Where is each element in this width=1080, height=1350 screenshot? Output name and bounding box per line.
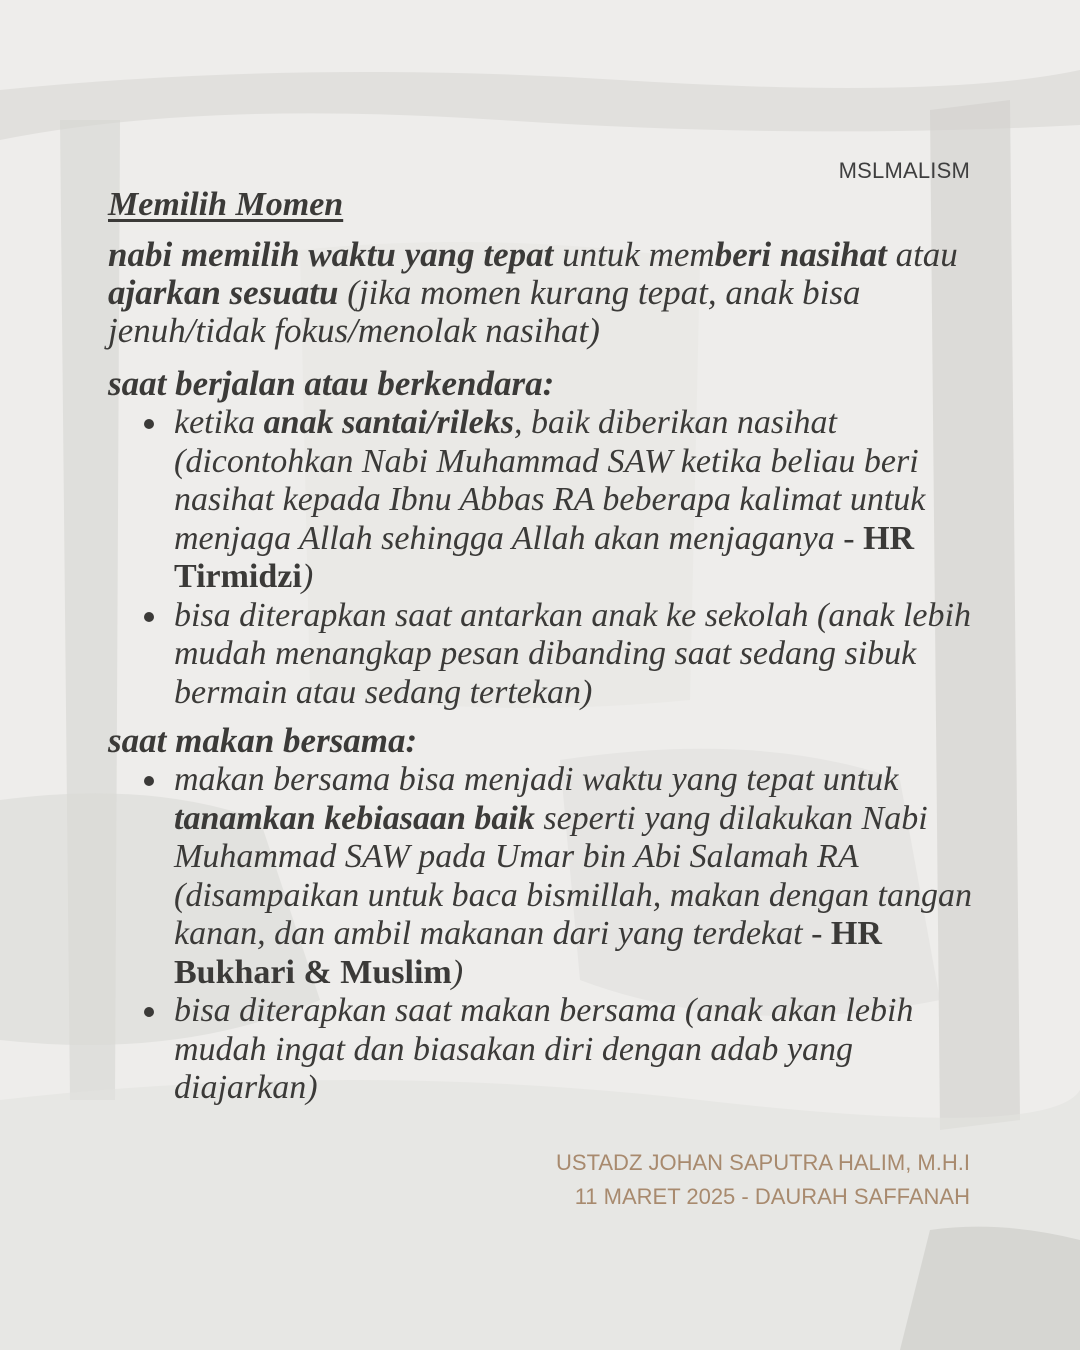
intro-emphasis-2: beri nasihat bbox=[714, 235, 887, 274]
speaker-credit: USTADZ JOHAN SAPUTRA HALIM, M.H.I bbox=[556, 1150, 970, 1175]
intro-emphasis-1: nabi memilih waktu yang tepat bbox=[108, 235, 554, 274]
intro-text-3: (jika momen kurang tepat, anak bisa jenuh/tidak fokus/menolak nasihat) bbox=[108, 273, 861, 350]
bullet-dot-icon bbox=[144, 612, 154, 622]
intro-emphasis-3: ajarkan sesuatu bbox=[108, 273, 339, 312]
bullet-text: bisa diterapkan saat antarkan anak ke sekolah (anak lebih mudah menangkap pesan dibanding saat sedang sibuk bermain atau sedang tertekan) bbox=[174, 596, 971, 711]
bullet-dot-icon bbox=[144, 776, 154, 786]
hadith-source: HR Tirmidzi bbox=[174, 519, 915, 595]
list-item bbox=[140, 761, 980, 992]
bullet-dot-icon bbox=[144, 1007, 154, 1017]
bullet-text: seperti yang dilakukan Nabi Muhammad SAW pada Umar bin Abi Salamah RA (disampaikan untuk baca bismillah, makan dengan tangan kanan, dan ambil makanan dari yang terdekat - bbox=[174, 799, 972, 952]
list-item bbox=[140, 404, 980, 597]
list-item bbox=[140, 597, 980, 713]
bullet-list-meal bbox=[140, 761, 980, 1108]
bullet-list-travel bbox=[140, 404, 980, 712]
bullet-text: ketika bbox=[174, 404, 264, 441]
bullet-text: ) bbox=[301, 558, 314, 595]
page-title: Memilih Momen bbox=[108, 186, 344, 223]
bullet-emphasis: tanamkan kebiasaan baik bbox=[174, 799, 535, 837]
section-heading-meal: saat makan bersama: bbox=[108, 721, 418, 760]
intro-paragraph bbox=[108, 236, 978, 350]
bullet-dot-icon bbox=[144, 419, 154, 429]
event-credit: 11 MARET 2025 - DAURAH SAFFANAH bbox=[574, 1184, 970, 1209]
bullet-emphasis: anak santai/rileks bbox=[263, 404, 515, 441]
bullet-text: bisa diterapkan saat makan bersama (anak akan lebih mudah ingat dan biasakan diri dengan adab yang diajarkan) bbox=[174, 992, 914, 1106]
list-item bbox=[140, 992, 980, 1108]
bullet-text: , baik diberikan nasihat (dicontohkan Nabi Muhammad SAW ketika beliau beri nasihat kepada Ibnu Abbas RA beberapa kalimat untuk menjaga Allah sehingga Allah akan menjaganya - bbox=[174, 404, 926, 557]
hadith-source: HR Bukhari & Muslim bbox=[174, 915, 882, 991]
bullet-text: ) bbox=[451, 953, 464, 991]
intro-text-2: atau bbox=[886, 235, 958, 274]
section-heading-travel: saat berjalan atau berkendara: bbox=[108, 364, 555, 403]
intro-text-1: untuk mem bbox=[553, 235, 715, 274]
brand-label: MSLMALISM bbox=[838, 158, 970, 183]
bullet-text: makan bersama bisa menjadi waktu yang tepat untuk bbox=[174, 761, 899, 798]
